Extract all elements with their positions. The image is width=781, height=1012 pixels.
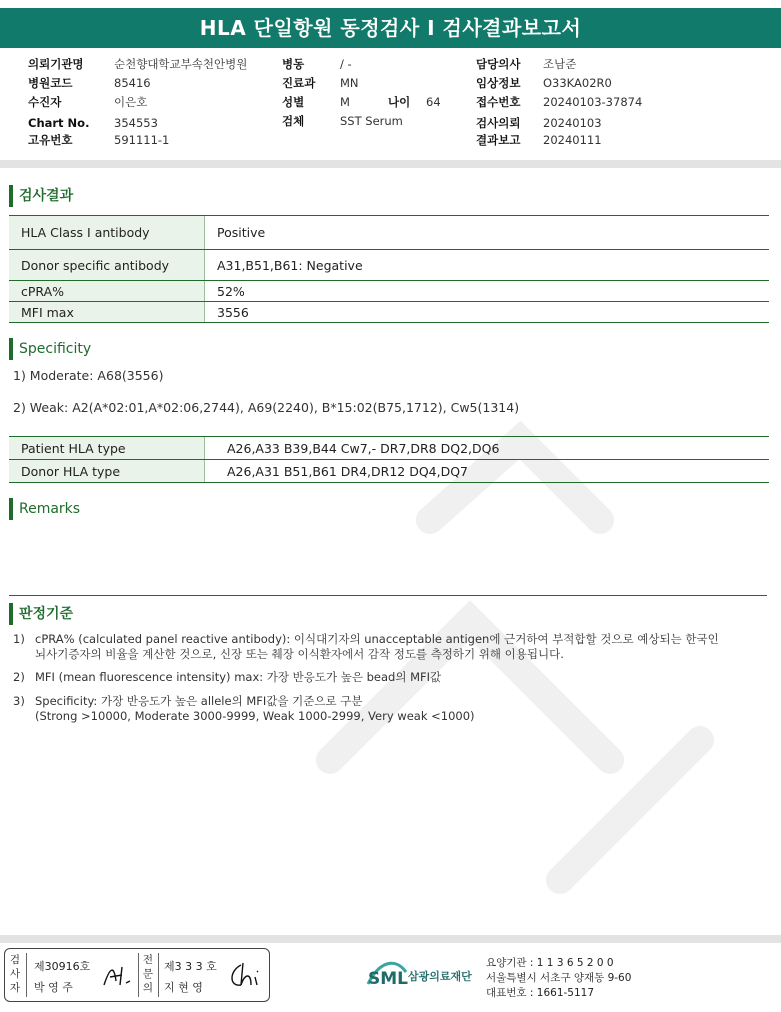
tester-license: 제30916호: [34, 960, 91, 973]
result-label: MFI max: [9, 302, 205, 322]
footer-divider: [0, 935, 781, 943]
section-remarks-heading: Remarks: [9, 498, 80, 520]
specialist-name: 지 현 영: [164, 981, 203, 994]
table-row: [9, 250, 769, 281]
result-label: HLA Class I antibody: [9, 216, 205, 249]
signature-divider: [26, 953, 27, 997]
section-specificity-heading: Specificity: [9, 338, 91, 360]
signature-divider: [158, 953, 159, 997]
hla-type-value: A26,A33 B39,B44 Cw7,- DR7,DR8 DQ2,DQ6: [227, 440, 500, 456]
tester-signature: [100, 961, 134, 991]
table-row: [9, 460, 769, 483]
specialist-signature: [227, 959, 265, 991]
criteria-divider: [9, 595, 767, 596]
org-phone: 대표번호 : 1661-5117: [486, 987, 595, 999]
org-address: 서울특별시 서초구 양재동 9-60: [486, 972, 632, 984]
criteria-item: 2) MFI (mean fluorescence intensity) max: 가장 반응도가 높은 bead의 MFI값: [13, 670, 442, 684]
specificity-moderate: 1) Moderate: A68(3556): [13, 368, 164, 383]
specialist-tag: [141, 953, 155, 995]
signature-divider: [138, 953, 139, 997]
tester-tag: [8, 953, 22, 995]
hla-type-label: Patient HLA type: [9, 437, 205, 459]
section-results-heading: 검사결과: [9, 185, 73, 207]
svg-text:SML: SML: [368, 969, 408, 989]
hla-type-table: [9, 436, 769, 483]
table-row: [9, 437, 769, 460]
specificity-weak: 2) Weak: A2(A*02:01,A*02:06,2744), A69(2240), B*15:02(B75,1712), Cw5(1314): [13, 400, 520, 415]
result-label: Donor specific antibody: [9, 250, 205, 280]
tester-tag-text: 검사자: [9, 954, 21, 994]
report-title: HLA 단일항원 동정검사 I 검사결과보고서: [0, 8, 781, 48]
signature-box: [4, 948, 270, 1002]
result-value: A31,B51,B61: Negative: [217, 257, 363, 273]
tester-name: 박 영 주: [34, 981, 73, 994]
result-label: cPRA%: [9, 281, 205, 301]
org-contact-info: [486, 956, 631, 1001]
section-criteria-heading: 판정기준: [9, 603, 73, 625]
criteria-item: 1) cPRA% (calculated panel reactive antibody): 이식대기자의 unacceptable antigen에 근거하여 부적합할 것으로 예상되는 한국인 뇌사기증자의 비율을 계산한 것으로, 신장 또는 췌장 이식환자에서 감작 정도를 측정하기 위해 이용됩니다.: [13, 632, 719, 661]
header-divider: [0, 160, 781, 168]
results-table: [9, 215, 769, 323]
hla-type-label: Donor HLA type: [9, 460, 205, 482]
table-row: [9, 216, 769, 250]
criteria-item: 3) Specificity: 가장 반응도가 높은 allele의 MFI값을 기준으로 구분 (Strong >10000, Moderate 3000-9999, Weak 1000-2999, Very weak <1000): [13, 694, 475, 723]
hla-type-value: A26,A31 B51,B61 DR4,DR12 DQ4,DQ7: [227, 463, 469, 479]
specialist-license: 제3 3 3 호: [164, 960, 217, 973]
table-row: [9, 281, 769, 302]
specialist-tag-text: 전문의: [142, 954, 154, 994]
result-value: Positive: [217, 225, 266, 240]
org-code: 요양기관 : 1 1 3 6 5 2 0 0: [486, 957, 614, 969]
table-row: [9, 302, 769, 323]
result-value: 3556: [217, 304, 249, 320]
org-name: 삼광의료재단: [408, 970, 472, 983]
patient-info-block: 의뢰기관명 순천향대학교부속천안병원 병원코드 85416 수진자 이은호 Chart No. 354553 고유번호 591111-1 병동 / - 진료과 MN 성별 M 나이 64 검체 SST Serum 담당의사 조남준 임상정보 O33KA02R0 접수번호 20240103-37874 검사의뢰 20240103 결과보고 20240111: [28, 57, 643, 147]
result-value: 52%: [217, 283, 245, 299]
